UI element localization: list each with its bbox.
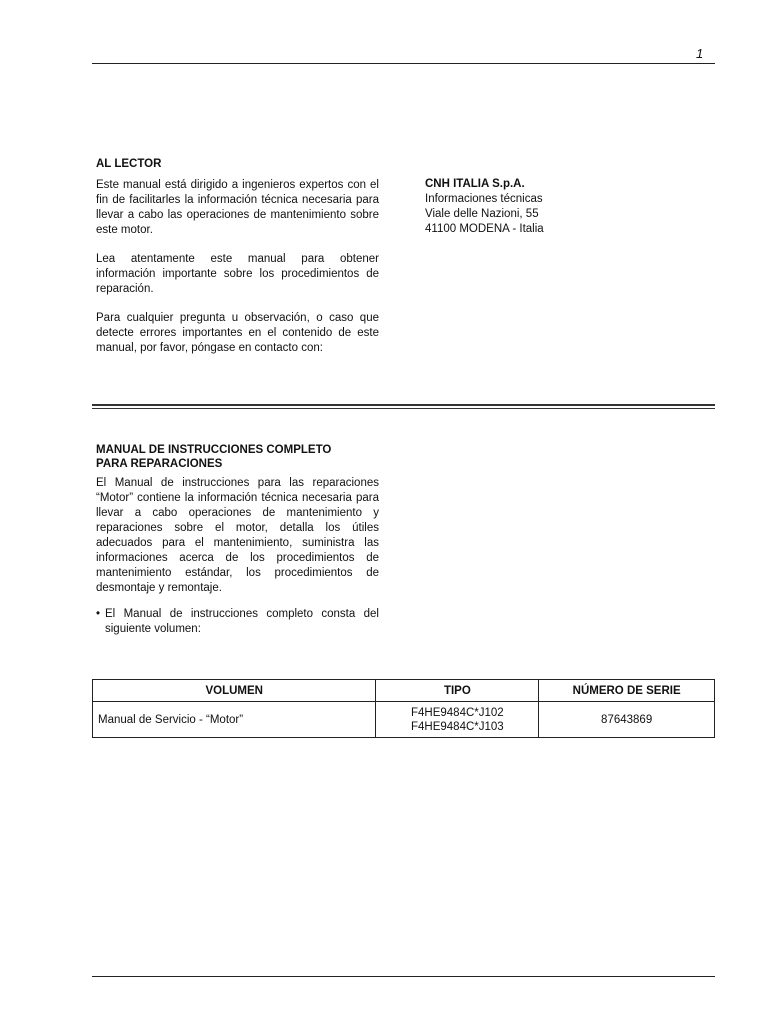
manual-bullet-item [96,607,379,637]
contact-city: 41100 MODENA - Italia [425,223,544,235]
header-type: TIPO [376,680,539,702]
section-divider-bottom [92,408,715,409]
header-serial-number: NÚMERO DE SERIE [539,680,715,702]
cell-type-line1: F4HE9484C*J102 [411,706,504,719]
cell-type [376,702,539,738]
cell-volume: Manual de Servicio - “Motor” [93,702,376,738]
manual-paragraph: El Manual de instrucciones para las reparaciones “Motor” contiene la información técnica necesaria para llevar a cabo operaciones de mantenimiento y reparaciones sobre el motor, detalla los útiles adecuados para el mantenimiento, suministra las informaciones acerca de los procedimientos de mantenimiento estándar, los procedimientos de desmontaje y remontaje. [96,477,379,594]
cell-serial-number: 87643869 [539,702,715,738]
table-row [93,702,715,738]
cell-type-line2: F4HE9484C*J103 [411,720,504,733]
contact-department: Informaciones técnicas [425,193,543,205]
reader-paragraph-3: Para cualquier pregunta u observación, o caso que detecte errores importantes en el contenido de este manual, por favor, póngase en contacto con: [96,312,379,354]
reader-paragraph-1: Este manual está dirigido a ingenieros expertos con el fin de facilitarles la información técnica necesaria para llevar a cabo las operaciones de mantenimiento sobre este motor. [96,179,379,236]
header-volume: VOLUMEN [93,680,376,702]
contact-street: Viale delle Nazioni, 55 [425,208,539,220]
reader-section [96,157,379,370]
reader-paragraph-2: Lea atentamente este manual para obtener información importante sobre los procedimientos de reparación. [96,253,379,295]
contact-company: CNH ITALIA S.p.A. [425,178,525,190]
manual-section-title-line1: MANUAL DE INSTRUCCIONES COMPLETO [96,444,332,456]
page-number: 1 [696,46,704,61]
volume-table [92,679,715,738]
footer-divider [92,976,715,977]
contact-address [425,177,665,237]
manual-bullet-text: El Manual de instrucciones completo consta del siguiente volumen: [105,608,379,635]
manual-section-title-line2: PARA REPARACIONES [96,458,223,470]
bullet-mark: • [96,608,101,620]
reader-section-title: AL LECTOR [96,158,162,170]
manual-section [96,443,379,637]
section-divider-top [92,404,715,406]
table-header-row [93,680,715,702]
header-divider [92,63,715,64]
